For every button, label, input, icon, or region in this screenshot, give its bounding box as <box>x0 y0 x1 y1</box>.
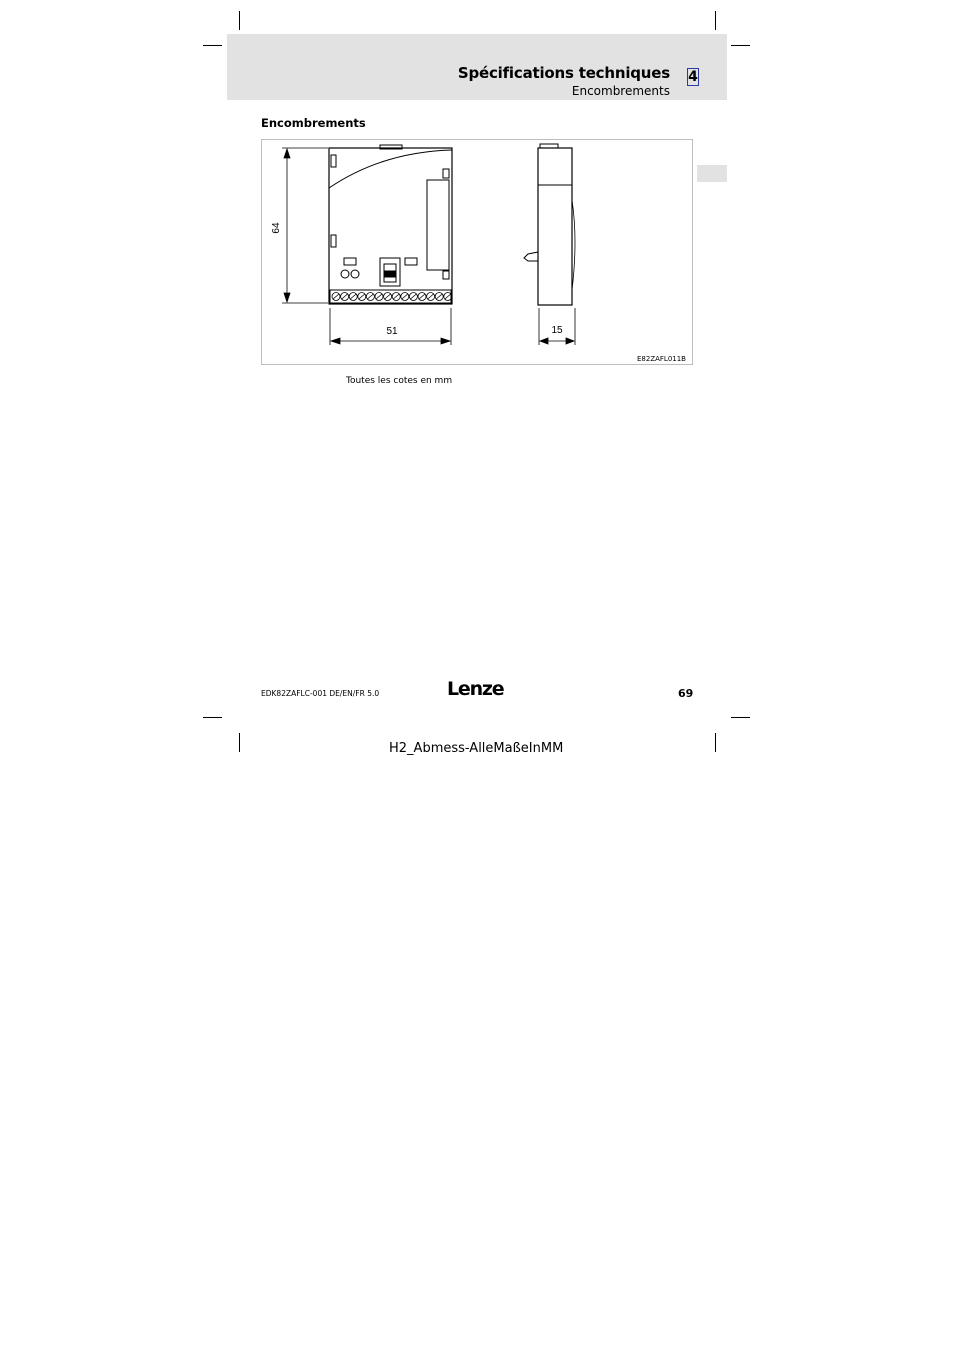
file-name-label: H2_Abmess-AlleMaßeInMM <box>389 741 564 756</box>
front-view <box>329 145 452 304</box>
chapter-number: 4 <box>688 69 698 85</box>
dimension-drawing-svg <box>262 140 694 366</box>
page-title: Spécifications techniques <box>457 64 670 82</box>
crop-mark <box>731 45 750 46</box>
depth-dimension-label: 15 <box>551 325 563 336</box>
height-dimension-label: 64 <box>271 222 282 234</box>
page-number: 69 <box>678 687 694 700</box>
crop-mark <box>203 45 222 46</box>
crop-mark <box>203 717 222 718</box>
crop-mark <box>239 11 240 30</box>
crop-mark <box>239 733 240 752</box>
height-dimension <box>282 148 328 303</box>
figure-id: E82ZAFL011B <box>636 355 686 363</box>
side-view <box>524 144 575 305</box>
section-heading: Encombrements <box>261 116 366 130</box>
crop-mark <box>715 11 716 30</box>
dimension-drawing <box>261 139 693 365</box>
crop-mark <box>731 717 750 718</box>
page-subtitle: Encombrements <box>571 84 670 98</box>
width-dimension-label: 51 <box>386 326 398 337</box>
figure-caption: Toutes les cotes en mm <box>346 376 453 386</box>
chapter-side-tab <box>697 165 727 182</box>
terminal-strip <box>332 293 452 301</box>
document-code: EDK82ZAFLC-001 DE/EN/FR 5.0 <box>261 689 380 698</box>
crop-mark <box>715 733 716 752</box>
lenze-logo: Lenze <box>447 678 504 700</box>
